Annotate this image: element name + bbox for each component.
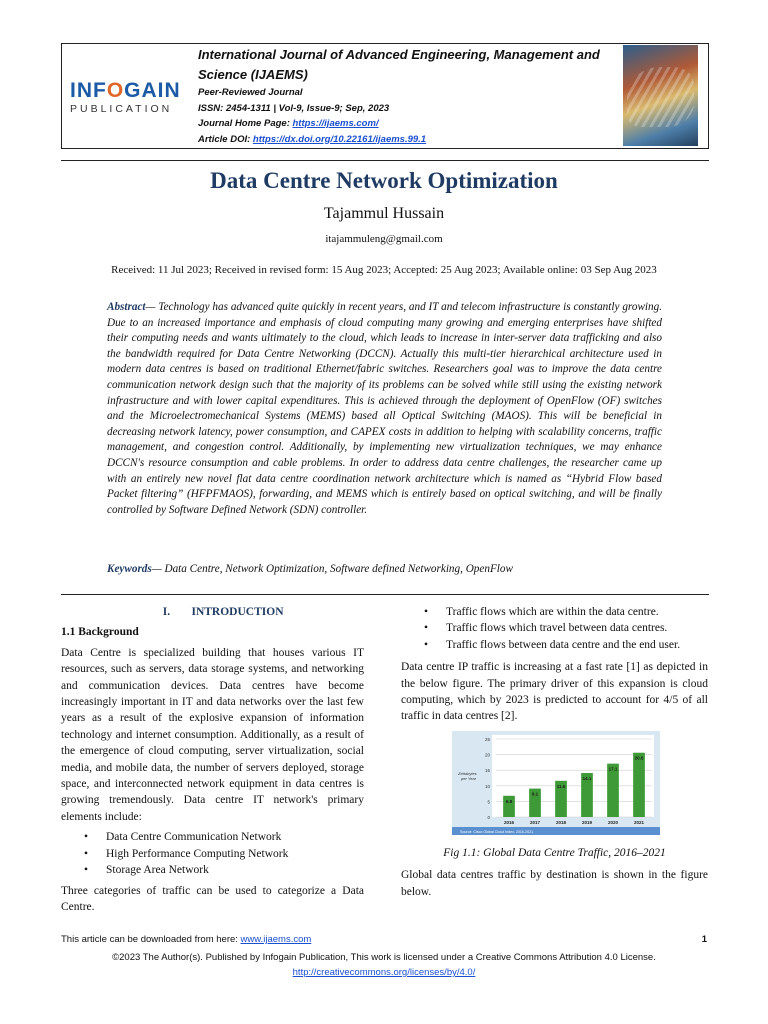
journal-title: International Journal of Advanced Engineering, Management and Science (IJAEMS) bbox=[198, 47, 600, 82]
traffic-list bbox=[401, 604, 708, 653]
list-item: • Traffic flows between data centre and the end user. bbox=[446, 637, 708, 653]
home-page-link[interactable]: https://ijaems.com/ bbox=[292, 118, 379, 129]
divider bbox=[61, 594, 709, 595]
bar-value-label: 11.6 bbox=[556, 783, 566, 789]
x-tick-label: 2018 bbox=[555, 819, 567, 825]
footer-download: This article can be downloaded from here: www.ijaems.com 1 bbox=[61, 934, 707, 945]
logo-text-a: INF bbox=[70, 79, 107, 102]
license-text: ©2023 The Author(s). Published by Infogain Publication, This work is licensed under a Creative Commons Attribution 4.0 License. bbox=[112, 952, 656, 963]
article-dates: Received: 11 Jul 2023; Received in revised form: 15 Aug 2023; Accepted: 25 Aug 2023; Available online: 03 Sep Aug 2023 bbox=[111, 264, 657, 276]
x-tick-label: 2020 bbox=[607, 819, 619, 825]
doi-line: Article DOI: https://dx.doi.org/10.22161/ijaems.99.1 bbox=[198, 133, 427, 145]
journal-info bbox=[198, 45, 618, 147]
keywords bbox=[107, 563, 662, 575]
abstract-text: — Technology has advanced quite quickly in recent years, and IT and telecom infrastructure is constantly growing. Due to an increased importance and emphasis of cloud computing many growing and emerging enterprises have shifted their computing needs and wants ultimately to the cloud, which leads to increase in inter-server data trafficking and also the bandwidth required for Data Centre Networking (DCCN). Actually this multi-tier hierarchical architecture used in modern data centres is based on traditional Ethernet/fabric switches. Researchers goal was to improve the data centre communication network design such that the majority of its problems can be solved while still using the existing network infrastructure and with lower capital expenditures. This is achieved through the deployment of OpenFlow (OF) switches and the Microelectromechanical Systems (MEMS) based all Optical Switching (MAOS). This will be beneficial in decreasing network latency, power consumption, and CAPEX costs in addition to helping with scalability concerns, traffic management, and congestion control. Additionally, by implementing new virtualization techniques, we may enhance DCCN's resource consumption and cable problems. In order to address data centre challenges, the researcher came up with an entirely new novel flat data centre coordination network architecture which is named as “Hybrid Flow based Packet filtering” (HFPFMAOS), forwarding, and MEMS which is entirely based on optical switching, and will be finally controlled by Software Defined Network (SDN) controller. bbox=[107, 301, 662, 516]
left-column bbox=[61, 604, 364, 919]
page-number: 1 bbox=[701, 934, 707, 945]
journal-header bbox=[61, 43, 709, 149]
paragraph: Data centre IP traffic is increasing at a fast rate [1] as depicted in the below figure. The primary driver of this expansion is cloud computing, which by 2023 is predicted to account for 4/5 of all traffic in data centres [2]. bbox=[401, 661, 708, 723]
y-axis-label: Zettabytes bbox=[458, 770, 477, 776]
license-link[interactable]: http://creativecommons.org/licenses/by/4.0/ bbox=[292, 967, 476, 978]
bar-value-label: 20.6 bbox=[634, 755, 644, 761]
logo-text-o: O bbox=[106, 79, 125, 102]
element-list bbox=[61, 829, 364, 878]
bar-2021 bbox=[633, 753, 645, 817]
paper-title: Data Centre Network Optimization bbox=[210, 168, 558, 193]
list-item: • Data Centre Communication Network bbox=[106, 829, 364, 845]
bar-value-label: 9.1 bbox=[531, 791, 539, 797]
footer-license bbox=[0, 950, 768, 980]
traffic-chart bbox=[452, 731, 660, 835]
y-tick-label: 0 bbox=[487, 814, 490, 820]
paragraph: Data Centre is specialized building that houses various IT resources, such as servers, data storage systems, and networking and communication devices. Data centres have become increasingly important in IT and data networks over the last few years as a result of the explosive expansion of information technology and internet consumption. Additionally, as a result of the emergence of cloud computing, server virtualization, social media, and mobile data, the number of servers deployed, storage space, and interconnected network equipment in data centres is growing tremendously. Data centre IT network's primary elements include: bbox=[61, 646, 364, 823]
home-page-line: Journal Home Page: https://ijaems.com/ bbox=[198, 118, 379, 129]
author-email: itajammuleng@gmail.com bbox=[325, 233, 443, 245]
peer-reviewed: Peer-Reviewed Journal bbox=[198, 87, 303, 98]
y-tick-label: 5 bbox=[487, 799, 490, 805]
divider bbox=[61, 160, 709, 161]
subsection-heading: 1.1 Background bbox=[61, 626, 139, 639]
author-name: Tajammul Hussain bbox=[323, 205, 445, 222]
abstract-label: Abstract bbox=[107, 301, 146, 313]
section-heading: I. INTRODUCTION bbox=[162, 606, 284, 618]
list-item: • High Performance Computing Network bbox=[106, 846, 364, 862]
y-tick-label: 15 bbox=[484, 768, 490, 774]
bar-value-label: 6.8 bbox=[505, 798, 513, 804]
y-tick-label: 20 bbox=[484, 752, 490, 758]
journal-cover-image bbox=[623, 45, 698, 146]
y-tick-label: 10 bbox=[484, 783, 490, 789]
y-tick-label: 25 bbox=[484, 736, 490, 742]
chart-svg bbox=[452, 731, 660, 835]
download-link[interactable]: www.ijaems.com bbox=[240, 934, 312, 945]
list-item: • Traffic flows which are within the data centre. bbox=[446, 604, 708, 620]
paragraph: Three categories of traffic can be used to categorize a Data Centre. bbox=[61, 884, 364, 913]
plot-area bbox=[492, 735, 654, 817]
x-tick-label: 2017 bbox=[529, 819, 541, 825]
publisher-logo bbox=[70, 80, 188, 116]
logo-text-b: GAIN bbox=[124, 79, 181, 102]
x-tick-label: 2016 bbox=[503, 819, 515, 825]
list-item: • Storage Area Network bbox=[106, 862, 364, 878]
issn: ISSN: 2454-1311 | Vol-9, Issue-9; Sep, 2023 bbox=[198, 102, 390, 114]
doi-link[interactable]: https://dx.doi.org/10.22161/ijaems.99.1 bbox=[252, 133, 427, 145]
abstract bbox=[107, 300, 662, 518]
logo-subtitle: PUBLICATION bbox=[70, 103, 173, 115]
x-tick-label: 2019 bbox=[581, 819, 593, 825]
y-axis-label-line2: per Year bbox=[461, 775, 477, 781]
bar-value-label: 14.1 bbox=[582, 775, 592, 781]
keywords-label: Keywords bbox=[107, 563, 152, 575]
list-item: • Traffic flows which travel between data centres. bbox=[446, 620, 708, 636]
figure-caption: Fig 1.1: Global Data Centre Traffic, 2016–2021 bbox=[443, 846, 666, 859]
bar-value-label: 17.1 bbox=[608, 766, 618, 772]
paragraph: Global data centres traffic by destination is shown in the figure below. bbox=[401, 869, 708, 898]
chart-source: Source: Cisco Global Cloud Index, 2016-2021 bbox=[460, 829, 534, 834]
keywords-text: — Data Centre, Network Optimization, Software defined Networking, OpenFlow bbox=[151, 563, 513, 575]
x-tick-label: 2021 bbox=[633, 819, 645, 825]
right-column bbox=[401, 604, 708, 904]
